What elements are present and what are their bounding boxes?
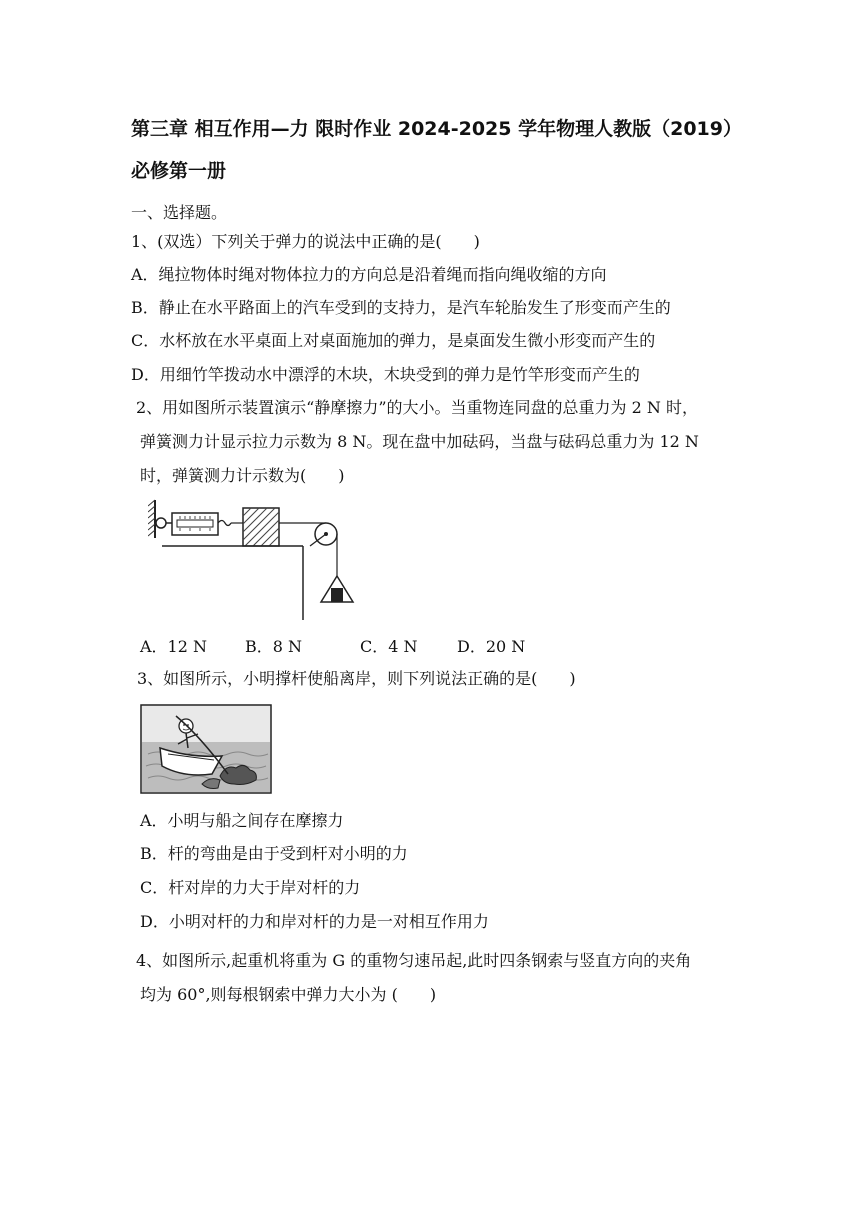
- q4-stem-line2: 均为 60°,则每根钢索中弹力大小为 ( ): [140, 985, 437, 1004]
- q3-option-b: B．杆的弯曲是由于受到杆对小明的力: [140, 844, 408, 863]
- section-heading: 一、选择题。: [131, 203, 228, 222]
- q3-option-a: A．小明与船之间存在摩擦力: [140, 811, 344, 830]
- q2-stem-line3: 时，弹簧测力计示数为( ): [140, 466, 345, 485]
- q1-option-a: A．绳拉物体时绳对物体拉力的方向总是沿着绳而指向绳收缩的方向: [131, 265, 607, 284]
- q4-stem-line1: 4、如图所示,起重机将重为 G 的重物匀速吊起,此时四条钢索与竖直方向的夹角: [136, 951, 692, 970]
- doc-title-line2: 必修第一册: [131, 160, 227, 182]
- q3-option-d: D．小明对杆的力和岸对杆的力是一对相互作用力: [140, 912, 489, 931]
- q2-option-a: A．12 N: [140, 637, 208, 656]
- q2-stem-line1: 2、用如图所示装置演示“静摩擦力”的大小。当重物连同盘的总重力为 2 N 时，: [136, 398, 698, 417]
- doc-title-line1: 第三章 相互作用—力 限时作业 2024-2025 学年物理人教版（2019）: [131, 118, 742, 140]
- q1-option-b: B．静止在水平路面上的汽车受到的支持力，是汽车轮胎发生了形变而产生的: [131, 298, 671, 317]
- q1-option-c: C．水杯放在水平桌面上对桌面施加的弹力，是桌面发生微小形变而产生的: [131, 331, 656, 350]
- q2-option-b: B．8 N: [245, 637, 303, 656]
- q1-stem: 1、(双选）下列关于弹力的说法中正确的是( ): [131, 232, 480, 251]
- q3-option-c: C．杆对岸的力大于岸对杆的力: [140, 878, 361, 897]
- q2-figure-spring-scale-pulley: [148, 498, 358, 622]
- q1-option-d: D．用细竹竿拨动水中漂浮的木块，木块受到的弹力是竹竿形变而产生的: [131, 365, 640, 384]
- q2-stem-line2: 弹簧测力计显示拉力示数为 8 N。现在盘中加砝码，当盘与砝码总重力为 12 N: [140, 432, 699, 451]
- q3-stem: 3、如图所示，小明撑杆使船离岸，则下列说法正确的是( ): [137, 669, 576, 688]
- q3-figure-boat-pole: [140, 704, 272, 794]
- q2-option-c: C．4 N: [360, 637, 418, 656]
- q2-option-d: D．20 N: [457, 637, 526, 656]
